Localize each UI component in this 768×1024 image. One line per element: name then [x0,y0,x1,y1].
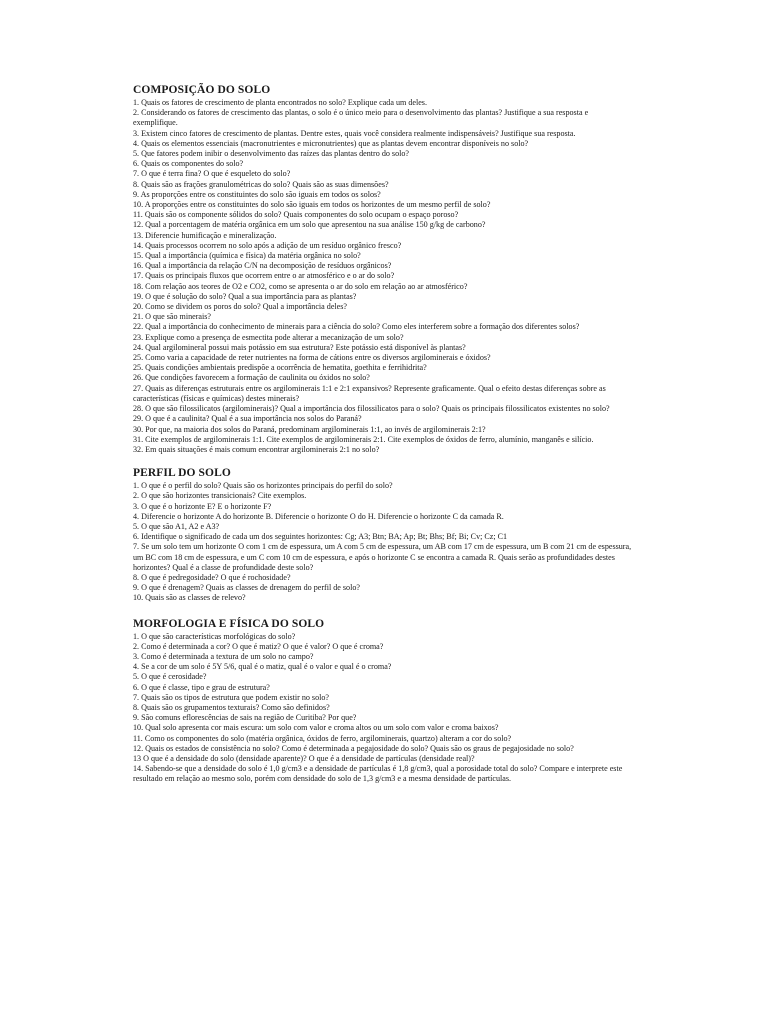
section-title: PERFIL DO SOLO [133,467,231,480]
section-title: MORFOLOGIA E FÍSICA DO SOLO [133,617,325,630]
question-item: 24. Qual argilomineral possui mais potássio em sua estrutura? Este potássio está disponível às plantas? [133,342,466,352]
question-item: 8. Quais são os grupamentos texturais? Como são definidos? [133,702,330,712]
question-item: 9. As proporções entre os constituintes do solo são iguais em todos os solos? [133,189,381,199]
section-title: COMPOSIÇÃO DO SOLO [133,84,271,96]
question-item: 10. Quais são as classes de relevo? [133,593,246,603]
question-item: 32. Em quais situações é mais comum encontrar argilominerais 2:1 no solo? [133,444,380,454]
question-item: 3. Como é determinada a textura de um solo no campo? [133,651,314,661]
question-item: 7. Se um solo tem um horizonte O com 1 cm de espessura, um A com 5 cm de espessura, um AB com 17 cm de espessura, um B com 21 cm de espessura, um BC com 18 cm de espessura, e um C com 10 cm de espessura, e após o horizonte C se encontra a camada R. Quais serão as profundidades destes horizontes? Qual é a classe de profundidade deste solo? [133,542,632,572]
question-item: 2. Considerando os fatores de crescimento das plantas, o solo é o único meio para o desenvolvimento das plantas? Justifique a sua resposta e exemplifique. [133,108,589,128]
question-item: 7. O que é terra fina? O que é esqueleto do solo? [133,169,291,179]
question-item: 14. Sabendo-se que a densidade do solo é 1,0 g/cm3 e a densidade de partículas é 1,8 g/cm3, qual a porosidade total do solo? Compare e interprete este resultado em relação ao mesmo solo, porém com densidade do solo de 1,3 g/cm3 e a mesma densidade de partículas. [133,764,623,784]
question-item: 4. Se a cor de um solo é 5Y 5/6, qual é o matiz, qual é o valor e qual é o croma? [133,662,392,672]
question-item: 8. Quais são as frações granulométricas do solo? Quais são as suas dimensões? [133,179,389,189]
question-item: 1. O que é o perfil do solo? Quais são os horizontes principais do perfil do solo? [133,481,393,491]
question-item: 6. Quais os componentes do solo? [133,159,244,169]
question-item: 19. O que é solução do solo? Qual a sua importância para as plantas? [133,291,357,301]
question-item: 6. Identifique o significado de cada um dos seguintes horizontes: Cg; A3; Btn; BA; Ap; Bt; Bhs; Bf; Bi; Cv; Cz; C1 [133,532,508,542]
question-list [133,632,633,785]
question-item: 29. O que é a caulinita? Qual é a sua importância nos solos do Paraná? [133,414,362,424]
question-item: 3. Existem cinco fatores de crescimento de plantas. Dentre estes, quais você considera realmente indispensáveis? Justifique sua resposta. [133,128,576,138]
question-item: 12. Qual a porcentagem de matéria orgânica em um solo que apresentou na sua análise 150 g/kg de carbono? [133,220,486,230]
question-item: 28. O que são filossilicatos (argilominerais)? Qual a importância dos filossilicatos para o solo? Quais os principais filossilicatos existentes no solo? [133,404,610,414]
question-item: 13. Diferencie humificação e mineralização. [133,230,277,240]
question-item: 2. O que são horizontes transicionais? Cite exemplos. [133,491,307,501]
section-composicao-do-solo [133,84,633,455]
question-item: 17. Quais os principais fluxos que ocorrem entre o ar atmosférico e o ar do solo? [133,271,395,281]
question-item: 12. Quais os estados de consistência no solo? Como é determinada a pegajosidade do solo? Quais são os graus de pegajosidade no solo? [133,743,574,753]
question-item: 5. O que é cerosidade? [133,672,207,682]
question-item: 30. Por que, na maioria dos solos do Paraná, predominam argilominerais 1:1, ao invés de argilominerais 2:1? [133,424,486,434]
question-item: 3. O que é o horizonte E? E o horizonte F? [133,501,272,511]
question-item: 26. Que condições favorecem a formação de caulinita ou óxidos no solo? [133,373,370,383]
question-item: 11. Como os componentes do solo (matéria orgânica, óxidos de ferro, argilominerais, quartzo) alteram a cor do solo? [133,733,512,743]
section-perfil-do-solo [133,467,633,603]
question-item: 5. O que são A1, A2 e A3? [133,521,220,531]
question-item: 4. Quais os elementos essenciais (macronutrientes e micronutrientes) que as plantas devem encontrar disponíveis no solo? [133,138,529,148]
question-item: 11. Quais são os componente sólidos do solo? Quais componentes do solo ocupam o espaço poroso? [133,210,459,220]
question-item: 25. Quais condições ambientais predispõe a ocorrência de hematita, goethita e ferrihidrita? [133,363,427,373]
question-item: 14. Quais processos ocorrem no solo após a adição de um resíduo orgânico fresco? [133,240,402,250]
question-item: 7. Quais são os tipos de estrutura que podem existir no solo? [133,692,330,702]
question-item: 4. Diferencie o horizonte A do horizonte B. Diferencie o horizonte O do H. Diferencie o horizonte C da camada R. [133,511,504,521]
question-item: 15. Qual a importância (química e física) da matéria orgânica no solo? [133,251,361,261]
section-morfologia-e-fisica-do-solo [133,618,633,785]
question-item: 18. Com relação aos teores de O2 e CO2, como se apresenta o ar do solo em relação ao ar atmosférico? [133,281,468,291]
question-item: 5. Que fatores podem inibir o desenvolvimento das raízes das plantas dentro do solo? [133,149,410,159]
question-item: 31. Cite exemplos de argilominerais 1:1. Cite exemplos de argilominerais 2:1. Cite exemplos de óxidos de ferro, alumínio, manganês e silício. [133,434,594,444]
question-item: 27. Quais as diferenças estruturais entre os argilominerais 1:1 e 2:1 expansivos? Represente graficamente. Qual o efeito destas diferenças sobre as características (físicas e químicas) destes minerais? [133,383,606,403]
question-item: 10. Qual solo apresenta cor mais escura: um solo com valor e croma altos ou um solo com valor e croma baixos? [133,723,499,733]
question-item: 16. Qual a importância da relação C/N na decomposição de resíduos orgânicos? [133,261,392,271]
question-item: 23. Explique como a presença de esmectita pode alterar a mecanização de um solo? [133,332,404,342]
question-item: 1. Quais os fatores de crescimento de planta encontrados no solo? Explique cada um deles. [133,98,427,107]
question-item: 9. O que é drenagem? Quais as classes de drenagem do perfil de solo? [133,583,360,593]
question-item: 8. O que é pedregosidade? O que é rochosidade? [133,572,291,582]
question-item: 1. O que são características morfológicas do solo? [133,631,296,641]
question-list [133,481,633,603]
question-item: 2. Como é determinada a cor? O que é matiz? O que é valor? O que é croma? [133,641,384,651]
question-item: 6. O que é classe, tipo e grau de estrutura? [133,682,270,692]
question-item: 20. Como se dividem os poros do solo? Qual a importância deles? [133,302,347,312]
document-page [133,84,633,797]
question-list [133,98,633,455]
question-item: 22. Qual a importância do conhecimento de minerais para a ciência do solo? Como eles interferem sobre a formação dos diferentes solos? [133,322,580,332]
question-item: 13 O que é a densidade do solo (densidade aparente)? O que é a densidade de partículas (densidade real)? [133,753,475,763]
question-item: 21. O que são minerais? [133,312,211,322]
question-item: 9. São comuns eflorescências de sais na região de Curitiba? Por que? [133,713,357,723]
question-item: 10. A proporções entre os constituintes do solo são iguais em todos os horizontes de um mesmo perfil de solo? [133,200,491,210]
question-item: 25. Como varia a capacidade de reter nutrientes na forma de cátions entre os diversos argilominerais e óxidos? [133,353,491,363]
